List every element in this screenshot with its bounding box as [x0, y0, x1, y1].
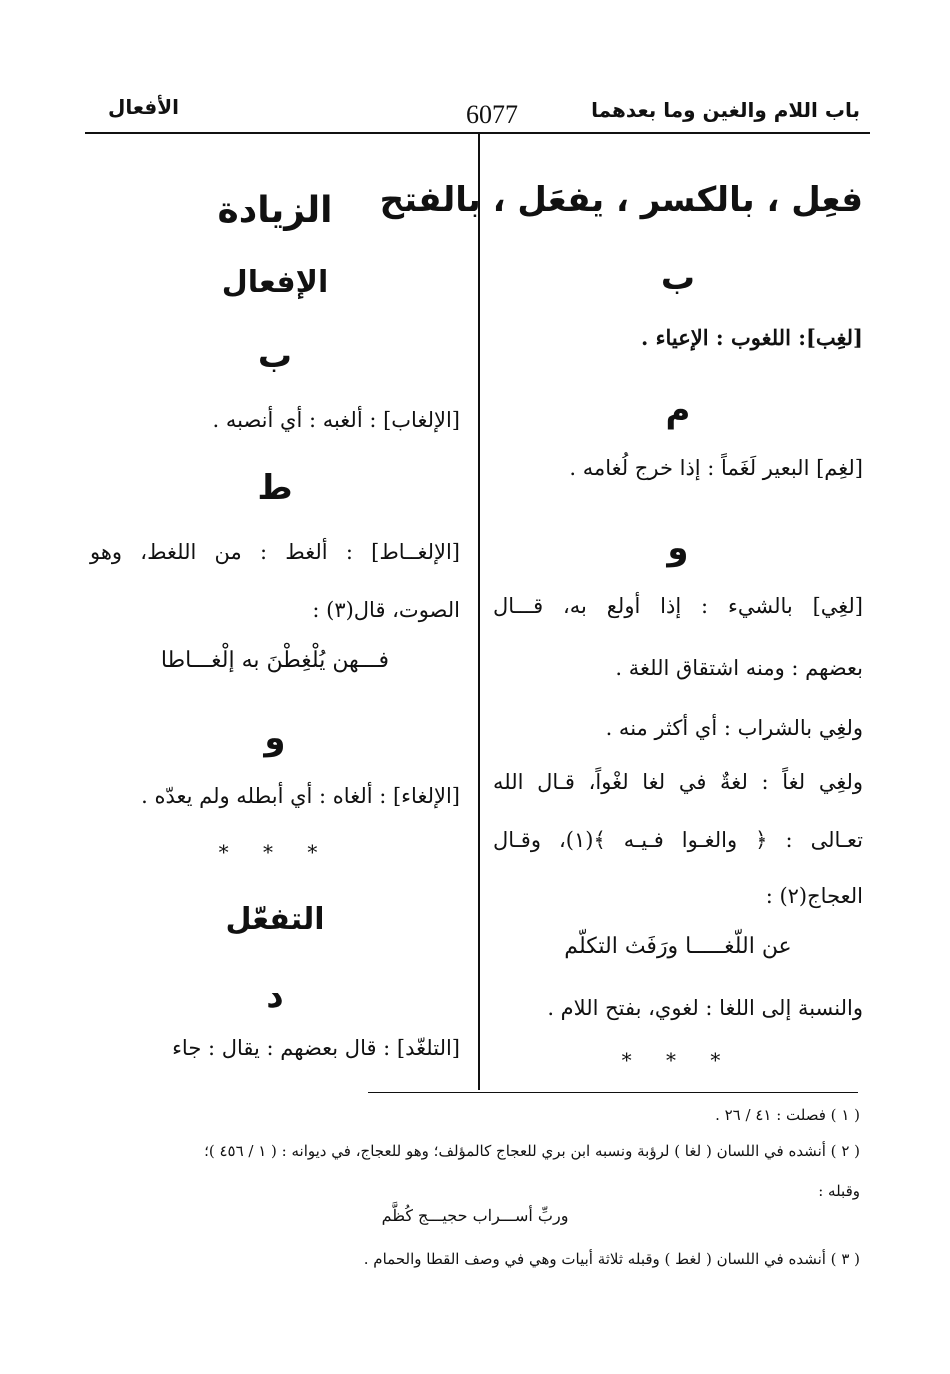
section-letter-ba: ب [257, 336, 293, 376]
running-head-section: الأفعال [108, 95, 179, 119]
left-column [90, 150, 460, 1095]
verse-line: فـــهن يُلْغِطْنَ به إلْغـــاطا [160, 648, 390, 673]
entry-line: [التلغّد] : قال بعضهم : يقال : جاء [172, 1036, 460, 1060]
entry-line: [الإلغاء] : ألغاه : أي أبطله ولم يعدّه . [141, 784, 460, 808]
entry-line: [الإلغاب] : ألغبه : أي أنصبه . [212, 408, 460, 432]
verse-line: عن اللّغـــــا ورَفَث التكلّم [564, 934, 792, 959]
entry-line: تعـالى : ﴿ والغـوا فـيـه ﴾(١)، وقـال [493, 828, 864, 852]
left-column-subtitle: الإفعال [221, 265, 329, 300]
entry-line: [لغِم] البعير لَغَماً : إذا خرج لُغامه . [569, 456, 863, 480]
footnote-1: ( ١ ) فصلت : ٤١ / ٢٦ . [715, 1106, 860, 1124]
entry-line: الصوت، قال(٣) : [312, 598, 460, 622]
section-letter-waw: و [264, 718, 286, 758]
entry-line: والنسبة إلى اللغا : لغوي، بفتح اللام . [547, 996, 863, 1020]
section-letter-dal: د [266, 976, 284, 1016]
right-column-title: فعِل ، بالكسر ، يفعَل ، بالفتح [379, 180, 863, 220]
section-separator-stars: * * * [218, 840, 332, 864]
section-letter-ba: ب [660, 258, 696, 298]
footnote-verse: وربِّ أســـراب حجيـــج كُظَّم [381, 1206, 569, 1225]
section-letter-waw: و [667, 528, 689, 568]
entry-line: العجاج(٢) : [765, 884, 863, 908]
entry-line: [الإلغــاط] : ألغط : من اللغط، وهو [90, 540, 460, 564]
left-column-section-title: التفعّل [225, 902, 325, 937]
entry-line: بعضهم : ومنه اشتقاق اللغة . [615, 656, 863, 680]
section-letter-ta: ط [257, 468, 293, 508]
entry-line: ولغِي بالشراب : أي أكثر منه . [605, 716, 863, 740]
footnote-3: ( ٣ ) أنشده في اللسان ( لغط ) وقبله ثلاثة أبيات وهي في وصف القطا والحمام . [363, 1250, 860, 1268]
left-column-title: الزيادة [217, 190, 333, 231]
footnote-2-continued: وقبله : [818, 1182, 860, 1200]
page-number: 6077 [466, 100, 518, 129]
footnote-2: ( ٢ ) أنشده في اللسان ( لغا ) لرؤبة ونسبه ابن بري للعجاج كالمؤلف؛ وهو للعجاج، في ديوانه : ( ١ / ٤٥٦ )؛ [204, 1142, 860, 1160]
entry-line: ولغِي لغاً : لغةٌ في لغا لغْواً، قـال الله [493, 770, 863, 794]
entry-line: [لغِي] بالشيء : إذا أولع به، قـــال [493, 594, 863, 618]
section-letter-mim: م [665, 390, 691, 430]
entry-line: [لغِب]: اللغوب : الإعياء . [641, 325, 863, 350]
column-divider [478, 134, 480, 1090]
running-head-chapter: باب اللام والغين وما بعدهما [591, 98, 860, 122]
section-separator-stars: * * * [621, 1048, 735, 1072]
